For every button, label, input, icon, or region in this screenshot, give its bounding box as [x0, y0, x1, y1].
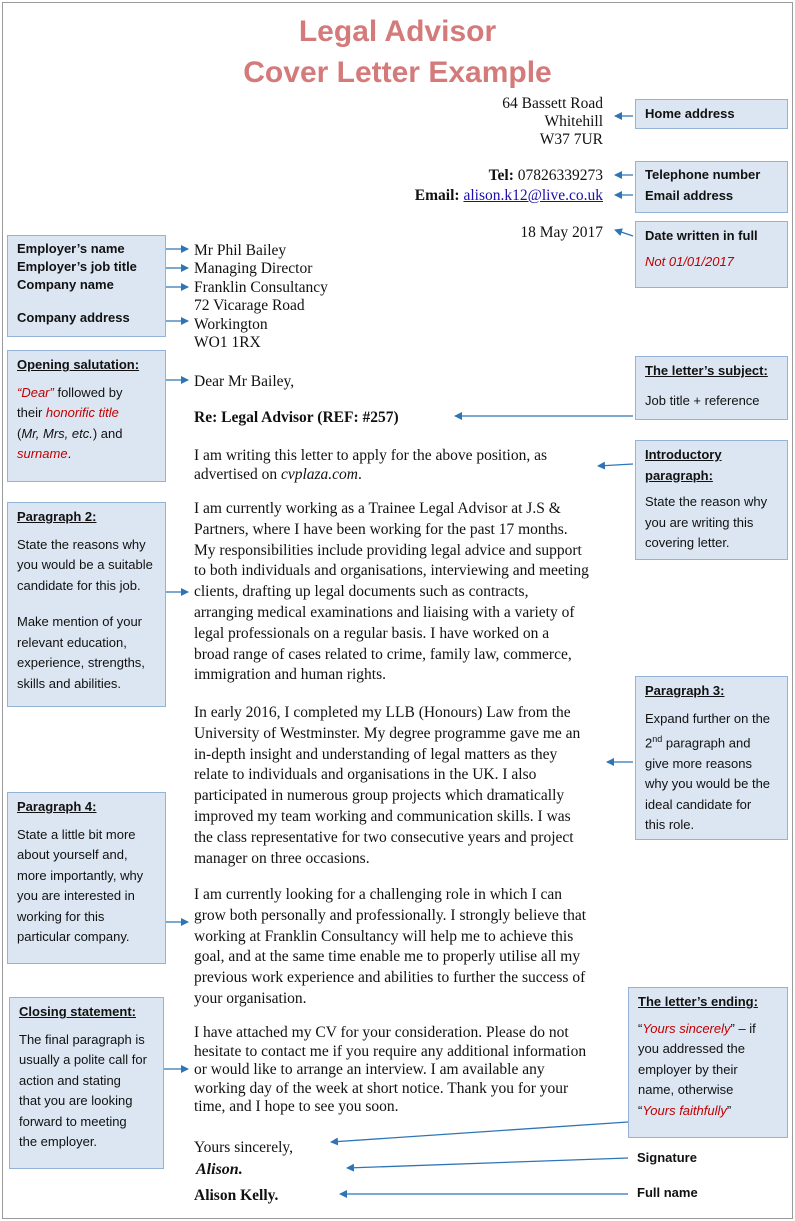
annotation-superscript: nd [652, 734, 663, 744]
annotation-title: Company name [17, 277, 114, 292]
tel-value: 07826339273 [517, 167, 603, 184]
paragraph-line: manager on three occasions. [194, 849, 370, 867]
annotation-line: relevant education, [17, 634, 127, 650]
annotation-line: you addressed the [638, 1041, 745, 1056]
annotation-line: candidate for this job. [17, 577, 141, 593]
site-name: cvplaza.com [280, 466, 358, 483]
salutation: Dear Mr Bailey, [194, 373, 295, 390]
paragraph-line: In early 2016, I completed my LLB (Honours) Law from the [194, 704, 571, 721]
intro-text: . [358, 466, 362, 483]
paragraph-line: Partners, where I have been working for the past 17 months. [194, 520, 568, 538]
paragraph-line: participated in numerous group projects which dramatically [194, 787, 565, 805]
annotation-title: Paragraph 2: [17, 509, 97, 524]
paragraph-line: to both individuals and organisations, interviewing and meeting [194, 562, 589, 580]
arrow [615, 230, 633, 236]
paragraph-line: relate to individuals and organisations in the UK. I also [194, 766, 537, 784]
paragraph-line: the class representative for two consecutive years and project [194, 828, 574, 846]
paragraph-line: grow both personally and professionally. I strongly believe that [194, 906, 587, 924]
annotation-line: forward to meeting [19, 1113, 127, 1129]
recipient-name: Mr Phil Bailey [194, 242, 287, 259]
sender-address-line: 64 Bassett Road [502, 95, 603, 112]
annotation-line: State the reasons why [17, 536, 146, 552]
annotation-title: The letter’s subject: [645, 363, 768, 378]
paragraph-line: I am currently looking for a challenging role in which I can [194, 886, 562, 903]
paragraph-line: goal, and at the same time enable me to properly utilise all my [194, 948, 581, 966]
paragraph-line: working day of the week at short notice. Thank you for your [194, 1079, 569, 1097]
annotation-line: this role. [645, 817, 695, 833]
annotation-line: usually a polite call for [19, 1052, 147, 1067]
annotation-line: about yourself and, [17, 847, 128, 862]
annotation-line: skills and abilities. [17, 675, 122, 691]
annotation-text: 2 [645, 735, 653, 751]
annotation-line: experience, strengths, [17, 655, 145, 670]
annotation-line: the employer. [19, 1134, 98, 1149]
letter-date: 18 May 2017 [520, 224, 603, 241]
annotation-line: you are writing this [645, 514, 754, 530]
paragraph-line: improved my team working and communication skills. I was [194, 807, 571, 825]
signature: Alison. [196, 1161, 243, 1178]
recipient-address-line: WO1 1RX [194, 334, 261, 351]
annotation-text: “ [638, 1102, 643, 1118]
highlight-word: “Dear” [17, 384, 54, 400]
highlight-word: Yours sincerely [642, 1020, 731, 1036]
annotation-title: Company address [17, 310, 130, 325]
highlight-word: honorific title [45, 405, 119, 420]
full-name: Alison Kelly. [194, 1187, 279, 1204]
intro-line: I am writing this letter to apply for the above position, as [194, 447, 547, 464]
annotation-line: employer by their [638, 1061, 738, 1077]
annotation-title: Employer’s job title [17, 259, 137, 274]
recipient-job-title: Managing Director [194, 260, 313, 277]
annotation-text: paragraph and [662, 735, 751, 751]
annotation-text: followed by [53, 384, 123, 400]
email-link[interactable]: alison.k12@live.co.uk [463, 187, 603, 204]
annotation-line: covering letter. [645, 535, 730, 550]
annotation-text: . [67, 446, 72, 461]
arrow [347, 1158, 628, 1168]
annotation-line: State the reason why [645, 494, 768, 509]
subject-line: Re: Legal Advisor (REF: #257) [194, 409, 399, 426]
annotation-text: ) and [92, 425, 123, 441]
highlight-word: surname [17, 446, 68, 461]
email-label: Email: [414, 187, 460, 204]
highlight-word: Yours faithfully [642, 1102, 727, 1118]
paragraph-line: clients, drafting up legal documents such as contracts, [194, 583, 529, 601]
paragraph-line: arranging medical examinations and liaising with a variety of [194, 603, 575, 621]
recipient-company: Franklin Consultancy [194, 279, 328, 296]
annotation-note: Not 01/01/2017 [645, 253, 734, 269]
annotation-title: Closing statement: [19, 1004, 137, 1019]
annotation-text: their [17, 405, 46, 420]
annotation-line: you would be a suitable [17, 557, 153, 572]
recipient-address-line: 72 Vicarage Road [194, 297, 305, 314]
tel-label: Tel: [488, 167, 514, 184]
paragraph-line: in-depth insight and understanding of legal matters as they [194, 745, 558, 763]
page-subtitle: Cover Letter Example [243, 56, 552, 89]
annotation-line: ideal candidate for [645, 796, 752, 812]
sender-address-line: Whitehill [544, 113, 603, 130]
annotation-title: Employer’s name [17, 241, 125, 256]
annotation-text: Job title + reference [645, 392, 760, 408]
annotation-title: paragraph: [645, 467, 713, 483]
annotation-line: action and stating [19, 1072, 121, 1088]
annotation-title: Date written in full [645, 228, 758, 243]
annotation-line: you are interested in [17, 888, 135, 903]
annotation-full-name: Full name [637, 1185, 698, 1200]
annotation-italic: Mr, Mrs, etc. [21, 425, 93, 441]
annotation-title: The letter’s ending: [638, 994, 758, 1009]
annotation-line: name, otherwise [638, 1082, 734, 1097]
paragraph-line: working at Franklin Consultancy will help me to achieve this [194, 927, 574, 945]
paragraph-line: previous work experience and abilities to further the success of [194, 969, 586, 987]
arrow [598, 464, 633, 466]
annotation-text: ” – if [730, 1020, 756, 1036]
paragraph-line: My responsibilities include providing legal advice and support [194, 541, 582, 559]
annotation-line: working for this [17, 908, 105, 924]
annotation-title: Paragraph 3: [645, 683, 725, 698]
annotation-line: give more reasons [645, 755, 752, 771]
paragraph-line: legal professionals on a regular basis. I have worked on a [194, 624, 550, 642]
paragraph-line: I have attached my CV for your consideration. Please do not [194, 1024, 569, 1041]
annotation-title: Home address [645, 106, 735, 121]
annotation-line: that you are looking [19, 1093, 133, 1108]
paragraph-line: immigration and human rights. [194, 666, 387, 684]
page-title: Legal Advisor [298, 15, 497, 48]
recipient-address-line: Workington [194, 316, 268, 333]
annotation-line: Expand further on the [645, 710, 771, 726]
annotation-line: more importantly, why [17, 867, 144, 883]
annotation-title: Telephone number [645, 167, 761, 182]
paragraph-line: University of Westminster. My degree programme gave me an [194, 724, 581, 742]
paragraph-line: time, and I hope to see you soon. [194, 1098, 399, 1115]
arrow [331, 1122, 628, 1142]
paragraph-line: broad range of cases related to crime, family law, commerce, [194, 645, 572, 663]
paragraph-line: or would like to arrange an interview. I am available any [194, 1061, 545, 1078]
annotation-title: Email address [645, 187, 734, 203]
annotation-line: particular company. [17, 929, 130, 944]
sign-off: Yours sincerely, [194, 1139, 294, 1156]
annotation-title: Opening salutation: [17, 357, 140, 372]
annotation-signature: Signature [637, 1150, 697, 1165]
annotation-line: why you would be the [645, 776, 771, 792]
annotation-line: State a little bit more [17, 826, 136, 842]
annotation-text: “ [638, 1020, 643, 1036]
annotation-title: Introductory [645, 447, 722, 462]
paragraph-line: your organisation. [194, 989, 307, 1007]
annotation-text: ” [726, 1102, 732, 1118]
sender-address-line: W37 7UR [539, 131, 603, 148]
intro-text: advertised on [194, 466, 281, 483]
paragraph-line: hesitate to contact me if you require any additional information [194, 1042, 587, 1060]
annotation-line: Make mention of your [17, 614, 143, 629]
annotation-line: The final paragraph is [19, 1031, 145, 1047]
annotation-text: ( [17, 425, 22, 441]
annotation-title: Paragraph 4: [17, 799, 97, 814]
paragraph-line: I am currently working as a Trainee Legal Advisor at J.S & [194, 500, 561, 517]
